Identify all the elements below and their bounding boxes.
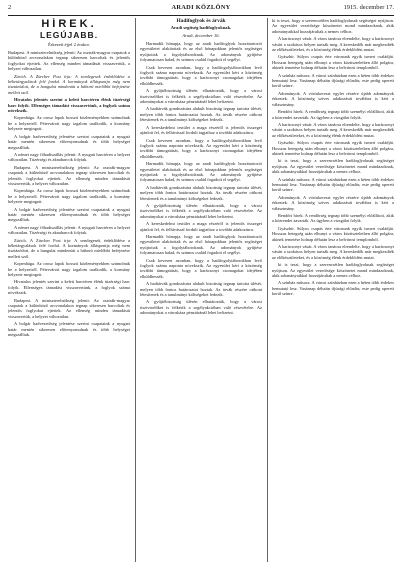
article-paragraph: Adományok. A vöröskereszt egylet részére újabb adományok érkeztek. A közönség szíves adakozását továbbra is kéri a választmány.	[272, 194, 394, 211]
article-paragraph: A karácsonyi vásár. A város tanácsa elrendelte, hogy a karácsonyi vásárt a szokásos helyen tartsák meg. A kereskedők már megkezdték az előkészületeket, és a közönség élénk érdeklődést mutat.	[272, 244, 394, 260]
column-1	[8, 18, 130, 562]
article-paragraph: A karácsonyi vásár. A város tanácsa elrendelte, hogy a karácsonyi vásárt a szokásos helyen tartsák meg. A kereskedők már megkezdték az előkészületeket, és a közönség élénk érdeklődést mutat.	[272, 36, 394, 53]
article-paragraph: ki is teszi, hogy a szerencsétlen hadifoglyoknak segítséget nyújtson. Az egyesület vezetősége köszönetet mond mindazoknak, akik adományaikkal hozzájárultak a nemes célhoz.	[272, 18, 394, 34]
article-paragraph: A hadiárvák gondozására alakult bizottság tegnap tartotta ülését, melyen több fontos határozatot hoztak. Az árvák részére otthont létesítenek és a tanulmányi költségeket fedezik.	[140, 184, 262, 201]
article-paragraph: A karácsonyi vásár. A város tanácsa elrendelte, hogy a karácsonyi vásárt a szokásos helyen tartsák meg. A kereskedők már megkezdték az előkészületeket, és a közönség élénk érdeklődést mutat.	[272, 121, 394, 138]
article-paragraph: A német nagy főhadiszállás jelenti: A nyugati harctéren a helyzet változatlan. Tüzérségi és aknaharcok folytak.	[8, 224, 130, 236]
article-title: Hadifoglyok és árvák	[176, 18, 226, 24]
dispatch-line: Érkezett éjjel 2 órakor.	[48, 42, 90, 47]
article-paragraph: Zürich. A Zürcher Post írja: A semlegesek érdeklődése a béketárgyalások felé fordul. A kormányok álláspontja még nem tisztázódott, de a hangulat mindenütt a háború mielőbbi befejezése mellett szól.	[8, 73, 130, 95]
article-paragraph: A bolgár hadvezetőség jelentése szerint csapataink a nyugati határ mentén sikeresen előrenyomulnak és több helységet megszálltak.	[8, 321, 130, 338]
article-paragraph: Gyászhír. Súlyos csapás érte városunk egyik ismert családját. Hosszas betegség után elhunyt a város köztiszteletben álló polgára, akinek temetése holnap délután lesz a belvárosi templomból.	[272, 225, 394, 242]
article-paragraph: A bolgár hadvezetőség jelentése szerint csapataink a nyugati határ mentén sikeresen előrenyomulnak és több helységet megszálltak.	[8, 206, 130, 223]
article-paragraph: Gyászhír. Súlyos csapás érte városunk egyik ismert családját. Hosszas betegség után elhunyt a város köztiszteletben álló polgára, akinek temetése holnap délután lesz a belvárosi templomból.	[272, 140, 394, 156]
article-paragraph: A színház műsora. A városi színházban ezen a héten több érdekes bemutató lesz. Vasárnap délután ifjúsági előadás, este pedig operett kerül színre.	[272, 72, 394, 89]
issue-date: 1915. december 17.	[343, 4, 394, 11]
article-paragraph: A kereskedelmi testület a maga részéről is jelentős összeget ajánlott fel, és felhívással fordult tagjaihoz a további adakozásra.	[140, 221, 262, 232]
page-header	[8, 2, 394, 14]
article-paragraph: A bolgár hadvezetőség jelentése szerint csapataink a nyugati határ mentén sikeresen előrenyomulnak és több helységet megszálltak.	[8, 133, 130, 150]
column-separator	[267, 18, 268, 562]
article-paragraph: A kereskedelmi testület a maga részéről is jelentős összeget ajánlott fel, és felhívással fordult tagjaihoz a további adakozásra.	[140, 124, 262, 136]
newspaper-name: ARADI KÖZLÖNY	[171, 4, 231, 11]
article-paragraph: Csak kevesen azonban, hogy a hadifogolytáborokban levő foglyok száma naponta növekszik. Az egyesület kéri a közönség további támogatását, hogy a karácsonyi csomagokat idejében elküldhessék.	[140, 137, 262, 159]
article-paragraph: Csak kevesen azonban, hogy a hadifogolytáborokban levő foglyok száma naponta növekszik. Az egyesület kéri a közönség további támogatását, hogy a karácsonyi csomagokat idejében elküldhessék.	[140, 64, 262, 86]
header-rule	[8, 15, 394, 16]
article-paragraph: Budapest. A miniszterelnökség jelenti: Az osztrák-magyar csapatok a különböző arcvonalakon tegnap sikeresen harcoltak és jelentős foglyokat ejtettek. Az ellenség minden támadását visszavertük, a helyzet változatlan.	[8, 164, 130, 186]
article-dateline: Aradi, december 16.	[182, 33, 220, 38]
article-paragraph: Kopenhága. Az orosz lapok hosszú közleményekben számolnak be a helyzetről. Pétervárott nagy izgalom uralkodik, a kormány helyzete megingott.	[8, 188, 130, 205]
article-paragraph: Budapest. A miniszterelnökség jelenti: Az osztrák-magyar csapatok a különböző arcvonalakon tegnap sikeresen harcoltak és jelentős foglyokat ejtettek. Az ellenség minden támadását visszavertük, a helyzet változatlan.	[8, 297, 130, 319]
article-paragraph: Harmadik hónapja, hogy az aradi hadifoglyok hozzátartozói egyesületet alakítottak és az első hónapokban jelentős segítséget nyújtottak a fogolytáboroknak. Az adományok gyűjtése folyamatosan halad, és számos család fogadott el segélyt.	[140, 161, 262, 183]
article-paragraph: Rendőri hírek. A rendőrség tegnap több személyt előállított, akik a közrendet zavarták. Az ügyben a vizsgálat folyik.	[272, 109, 394, 120]
section-subtitle: LEGÚJABB.	[39, 30, 99, 40]
article-paragraph: A gyűjtőbizottság ülésén elhatározták, hogy a városi tisztviselőket is felkérik a segélyakcióban való részvételre. Az adományokat a városháza pénztáránál lehet befizetni.	[140, 202, 262, 219]
column-2	[140, 18, 262, 562]
page-number: 2	[8, 4, 12, 11]
article-paragraph: A német nagy főhadiszállás jelenti: A nyugati harctéren a helyzet változatlan. Tüzérségi és aknaharcok folytak.	[8, 151, 130, 163]
article-paragraph: A hadiárvák gondozására alakult bizottság tegnap tartotta ülését, melyen több fontos határozatot hoztak. Az árvák részére otthont létesítenek és a tanulmányi költségeket fedezik.	[140, 281, 262, 298]
article-paragraph: A színház műsora. A városi színházban ezen a héten több érdekes bemutató lesz. Vasárnap délután ifjúsági előadás, este pedig operett kerül színre.	[272, 280, 394, 297]
article-paragraph: Harmadik hónapja, hogy az aradi hadifoglyok hozzátartozói egyesületet alakítottak és az első hónapokban jelentős segítséget nyújtottak a fogolytáboroknak. Az adományok gyűjtése folyamatosan halad, és számos család fogadott el segélyt.	[140, 234, 262, 256]
article-paragraph: A gyűjtőbizottság ülésén elhatározták, hogy a városi tisztviselőket is felkérik a segélyakcióban való részvételre. Az adományokat a városháza pénztáránál lehet befizetni.	[140, 299, 262, 316]
article-paragraph: Csak kevesen azonban, hogy a hadifogolytáborokban levő foglyok száma naponta növekszik. Az egyesület kéri a közönség további támogatását, hogy a karácsonyi csomagokat idejében elküldhessék.	[140, 257, 262, 279]
article-paragraph: Budapest. A miniszterelnökség jelenti: Az osztrák-magyar csapatok a különböző arcvonalakon tegnap sikeresen harcoltak és jelentős foglyokat ejtettek. Az ellenség minden támadását visszavertük, a helyzet változatlan.	[8, 50, 130, 72]
article-subtitle: Aradi segítség hadifoglyoknak.	[170, 25, 232, 30]
article-paragraph: Kopenhága. Az orosz lapok hosszú közleményekben számolnak be a helyzetről. Pétervárott nagy izgalom uralkodik, a kormány helyzete megingott.	[8, 115, 130, 132]
article-paragraph: A gyűjtőbizottság ülésén elhatározták, hogy a városi tisztviselőket is felkérik a segélyakcióban való részvételre. Az adományokat a városháza pénztáránál lehet befizetni.	[140, 88, 262, 105]
article-paragraph: ki is teszi, hogy a szerencsétlen hadifoglyoknak segítséget nyújtson. Az egyesület vezetősége köszönetet mond mindazoknak, akik adományaikkal hozzájárultak a nemes célhoz.	[272, 262, 394, 279]
article-paragraph: Adományok. A vöröskereszt egylet részére újabb adományok érkeztek. A közönség szíves adakozását továbbra is kéri a választmány.	[272, 90, 394, 107]
article-paragraph: A színház műsora. A városi színházban ezen a héten több érdekes bemutató lesz. Vasárnap délután ifjúsági előadás, este pedig operett kerül színre.	[272, 176, 394, 193]
article-paragraph: A hadiárvák gondozására alakult bizottság tegnap tartotta ülését, melyen több fontos határozatot hoztak. Az árvák részére otthont létesítenek és a tanulmányi költségeket fedezik.	[140, 106, 262, 123]
article-paragraph: Hivatalos jelentés szerint a keleti harctéren élénk tüzérségi harc folyik. Ellenséges támadást visszavertünk, a foglyok száma növekszik.	[8, 97, 130, 114]
article-paragraph: Harmadik hónapja, hogy az aradi hadifoglyok hozzátartozói egyesületet alakítottak és az első hónapokban jelentős segítséget nyújtottak a fogolytáboroknak. Az adományok gyűjtése folyamatosan halad, és számos család fogadott el segélyt.	[140, 41, 262, 63]
article-paragraph: Hivatalos jelentés szerint a keleti harctéren élénk tüzérségi harc folyik. Ellenséges támadást visszavertünk, a foglyok száma növekszik.	[8, 279, 130, 296]
column-separator	[135, 18, 136, 562]
section-title: HÍREK.	[41, 18, 97, 30]
article-paragraph: Gyászhír. Súlyos csapás érte városunk egyik ismert családját. Hosszas betegség után elhunyt a város köztiszteletben álló polgára, akinek temetése holnap délután lesz a belvárosi templomból.	[272, 54, 394, 71]
article-paragraph: Kopenhága. Az orosz lapok hosszú közleményekben számolnak be a helyzetről. Pétervárott nagy izgalom uralkodik, a kormány helyzete megingott.	[8, 261, 130, 278]
column-3	[272, 18, 394, 562]
article-paragraph: Zürich. A Zürcher Post írja: A semlegesek érdeklődése a béketárgyalások felé fordul. A kormányok álláspontja még nem tisztázódott, de a hangulat mindenütt a háború mielőbbi befejezése mellett szól.	[8, 237, 130, 259]
article-paragraph: Rendőri hírek. A rendőrség tegnap több személyt előállított, akik a közrendet zavarták. Az ügyben a vizsgálat folyik.	[272, 213, 394, 224]
article-paragraph: ki is teszi, hogy a szerencsétlen hadifoglyoknak segítséget nyújtson. Az egyesület vezetősége köszönetet mond mindazoknak, akik adományaikkal hozzájárultak a nemes célhoz.	[272, 158, 394, 175]
